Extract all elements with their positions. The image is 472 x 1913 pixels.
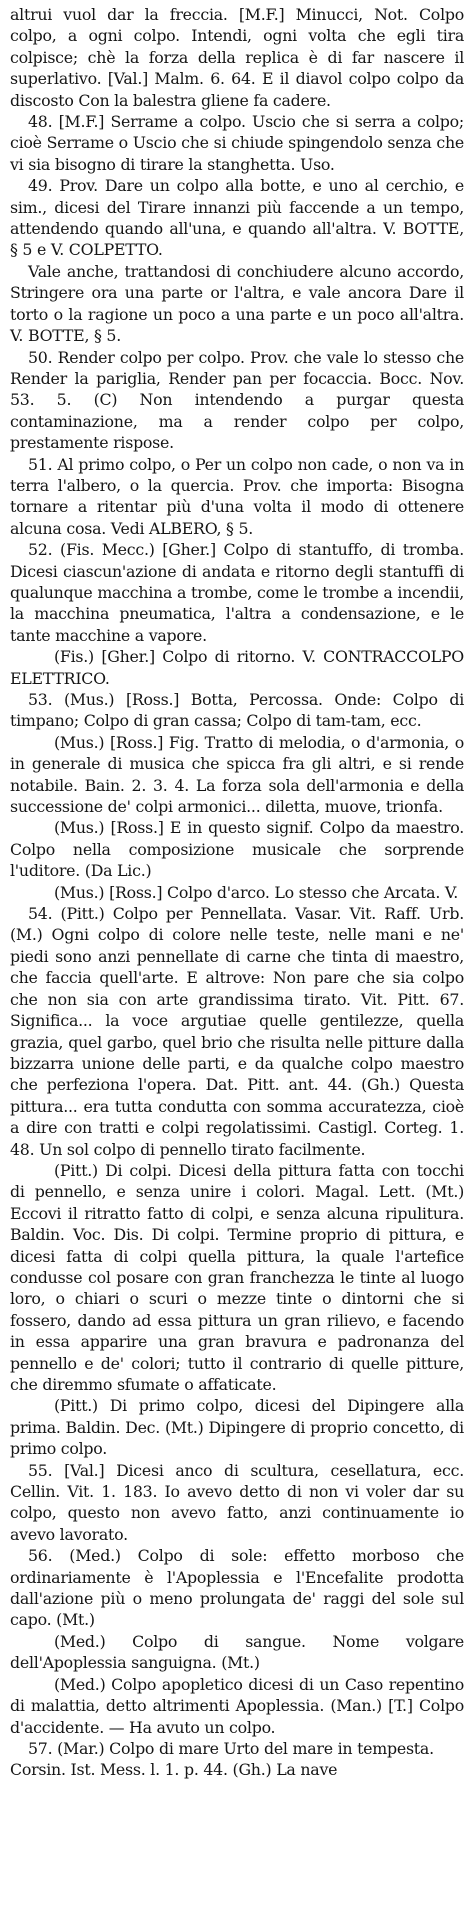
entry-paragraph: 54. (Pitt.) Colpo per Pennellata. Vasar. Vit. Raff. Urb. (M.) Ogni colpo di colore nelle teste, nelle mani e ne' piedi sono anzi pennellate di carne che tinta di maestro, che faccia quell'arte. E altrove: Non pare che sia colpo che non sia con arte grandissima tirato. Vit. Pitt. 67. Significa... la voce argutiae quelle gentilezze, quella grazia, quel garbo, quel brio che risulta nelle pitture dalla bizzarra unione delle parti, e da qualche colpo maestro che perfeziona l'opera. Dat. Pitt. ant. 44. (Gh.) Questa pittura... era tutta condutta con somma accuratezza, cioè a dire con tratti e colpi regolatissimi. Castigl. Corteg. 1. 48. Un sol colpo di pennello tirato facilmente. xyxy=(10,904,464,1159)
entry-paragraph: 48. [M.F.] Serrame a colpo. Uscio che si serra a colpo; cioè Serrame o Uscio che si chiude spingendolo senza che vi sia bisogno di tirare la stanghetta. Uso. xyxy=(10,112,464,174)
entry-paragraph: (Pitt.) Di primo colpo, dicesi del Dipingere alla prima. Baldin. Dec. (Mt.) Dipingere di proprio concetto, di primo colpo. xyxy=(10,1396,464,1459)
entry-paragraph: (Mus.) [Ross.] Fig. Tratto di melodia, o d'armonia, o in generale di musica che spicca fra gli altri, e si rende notabile. Bain. 2. 3. 4. La forza sola dell'armonia e della successione de' colpi armonici... diletta, muove, trionfa. xyxy=(10,732,464,817)
entry-paragraph: (Med.) Colpo apopletico dicesi di un Caso repentino di malattia, detto altrimenti Apoplessia. (Man.) [T.] Colpo d'accidente. — Ha avuto un colpo. xyxy=(10,1674,464,1737)
entry-paragraph: 55. [Val.] Dicesi anco di scultura, cesellatura, ecc. Cellin. Vit. 1. 183. Io avevo detto di non vi voler dar su colpo, questo non avevo fatto, anzi continuamente io avevo lavorato. xyxy=(10,1460,464,1544)
entry-paragraph: 52. (Fis. Mecc.) [Gher.] Colpo di stantuffo, di tromba. Dicesi ciascun'azione di andata e ritorno degli stantuffi di qualunque macchina a trombe, come le trombe a incendii, la macchina pneumatica, l'altra a condensazione, e le tante macchine a vapore. xyxy=(10,540,464,645)
entry-paragraph: (Mus.) [Ross.] E in questo signif. Colpo da maestro. Colpo nella composizione musicale che sorprende l'uditore. (Da Lic.) xyxy=(10,818,464,881)
entry-paragraph: Vale anche, trattandosi di conchiudere alcuno accordo, Stringere ora una parte or l'altra, e vale ancora Dare il torto o la ragione un poco a una parte e un poco all'altra. V. BOTTE, § 5. xyxy=(10,261,464,346)
entry-paragraph: (Med.) Colpo di sangue. Nome volgare dell'Apoplessia sanguigna. (Mt.) xyxy=(10,1631,464,1673)
entry-paragraph: 51. Al primo colpo, o Per un colpo non cade, o non va in terra l'albero, o la quercia. Prov. che importa: Bisogna tornare a ritentar più d'una volta il modo di ottenere alcuna cosa. Vedi ALBERO, § 5. xyxy=(10,454,464,538)
entry-paragraph: 57. (Mar.) Colpo di mare Urto del mare in tempesta. Corsin. Ist. Mess. l. 1. p. 44. (Gh.) La nave xyxy=(10,1738,434,1780)
entry-paragraph: 49. Prov. Dare un colpo alla botte, e uno al cerchio, e sim., dicesi del Tirare innanzi più faccende a un tempo, attendendo quando all'una, e quando all'altra. V. BOTTE, § 5 e V. COLPETTO. xyxy=(10,176,464,260)
entry-paragraph: (Mus.) [Ross.] Colpo d'arco. Lo stesso che Arcata. V. xyxy=(54,882,459,902)
entry-paragraph: (Fis.) [Gher.] Colpo di ritorno. V. CONTRACCOLPO ELETTRICO. xyxy=(10,647,464,688)
entry-paragraph: (Pitt.) Di colpi. Dicesi della pittura fatta con tocchi di pennello, e senza unire i colori. Magal. Lett. (Mt.) Eccovi il ritratto fatto di colpi, e senza alcuna ripulitura. Baldin. Voc. Dis. Di colpi. Termine proprio di pittura, e dicesi fatta di colpi quella pittura, la quale l'artefice condusse col posare con gran franchezza le tinte al luogo loro, o chiari o scuri o mezze tinte o dintorni che si fossero, dando ad essa pittura un gran rilievo, e facendo in essa apparire una gran bravura e padronanza del pennello e de' colori; tutto il contrario di quelle pitture, che diremmo sfumate o affaticate. xyxy=(10,1160,464,1394)
entry-paragraph: altrui vuol dar la freccia. [M.F.] Minucci, Not. Colpo colpo, a ogni colpo. Intendi, ogni volta che egli tira colpisce; chè la forza della replica è di far nascere il superlativo. [Val.] Malm. 6. 64. E il diavol colpo colpo da discosto Con la balestra gliene fa cadere. xyxy=(10,5,464,110)
entry-paragraph: 50. Render colpo per colpo. Prov. che vale lo stesso che Render la pariglia, Render pan per focaccia. Bocc. Nov. 53. 5. (C) Non intendendo a purgar questa contaminazione, ma a render colpo per colpo, prestamente rispose. xyxy=(10,347,464,453)
entry-paragraph: 53. (Mus.) [Ross.] Botta, Percossa. Onde: Colpo di timpano; Colpo di gran cassa; Colpo di tam-tam, ecc. xyxy=(10,690,464,731)
entry-paragraph: 56. (Med.) Colpo di sole: effetto morboso che ordinariamente è l'Apoplessia e l'Encefalite prodotta dall'azione più o meno prolungata de' raggi del sole sul capo. (Mt.) xyxy=(10,1546,464,1630)
